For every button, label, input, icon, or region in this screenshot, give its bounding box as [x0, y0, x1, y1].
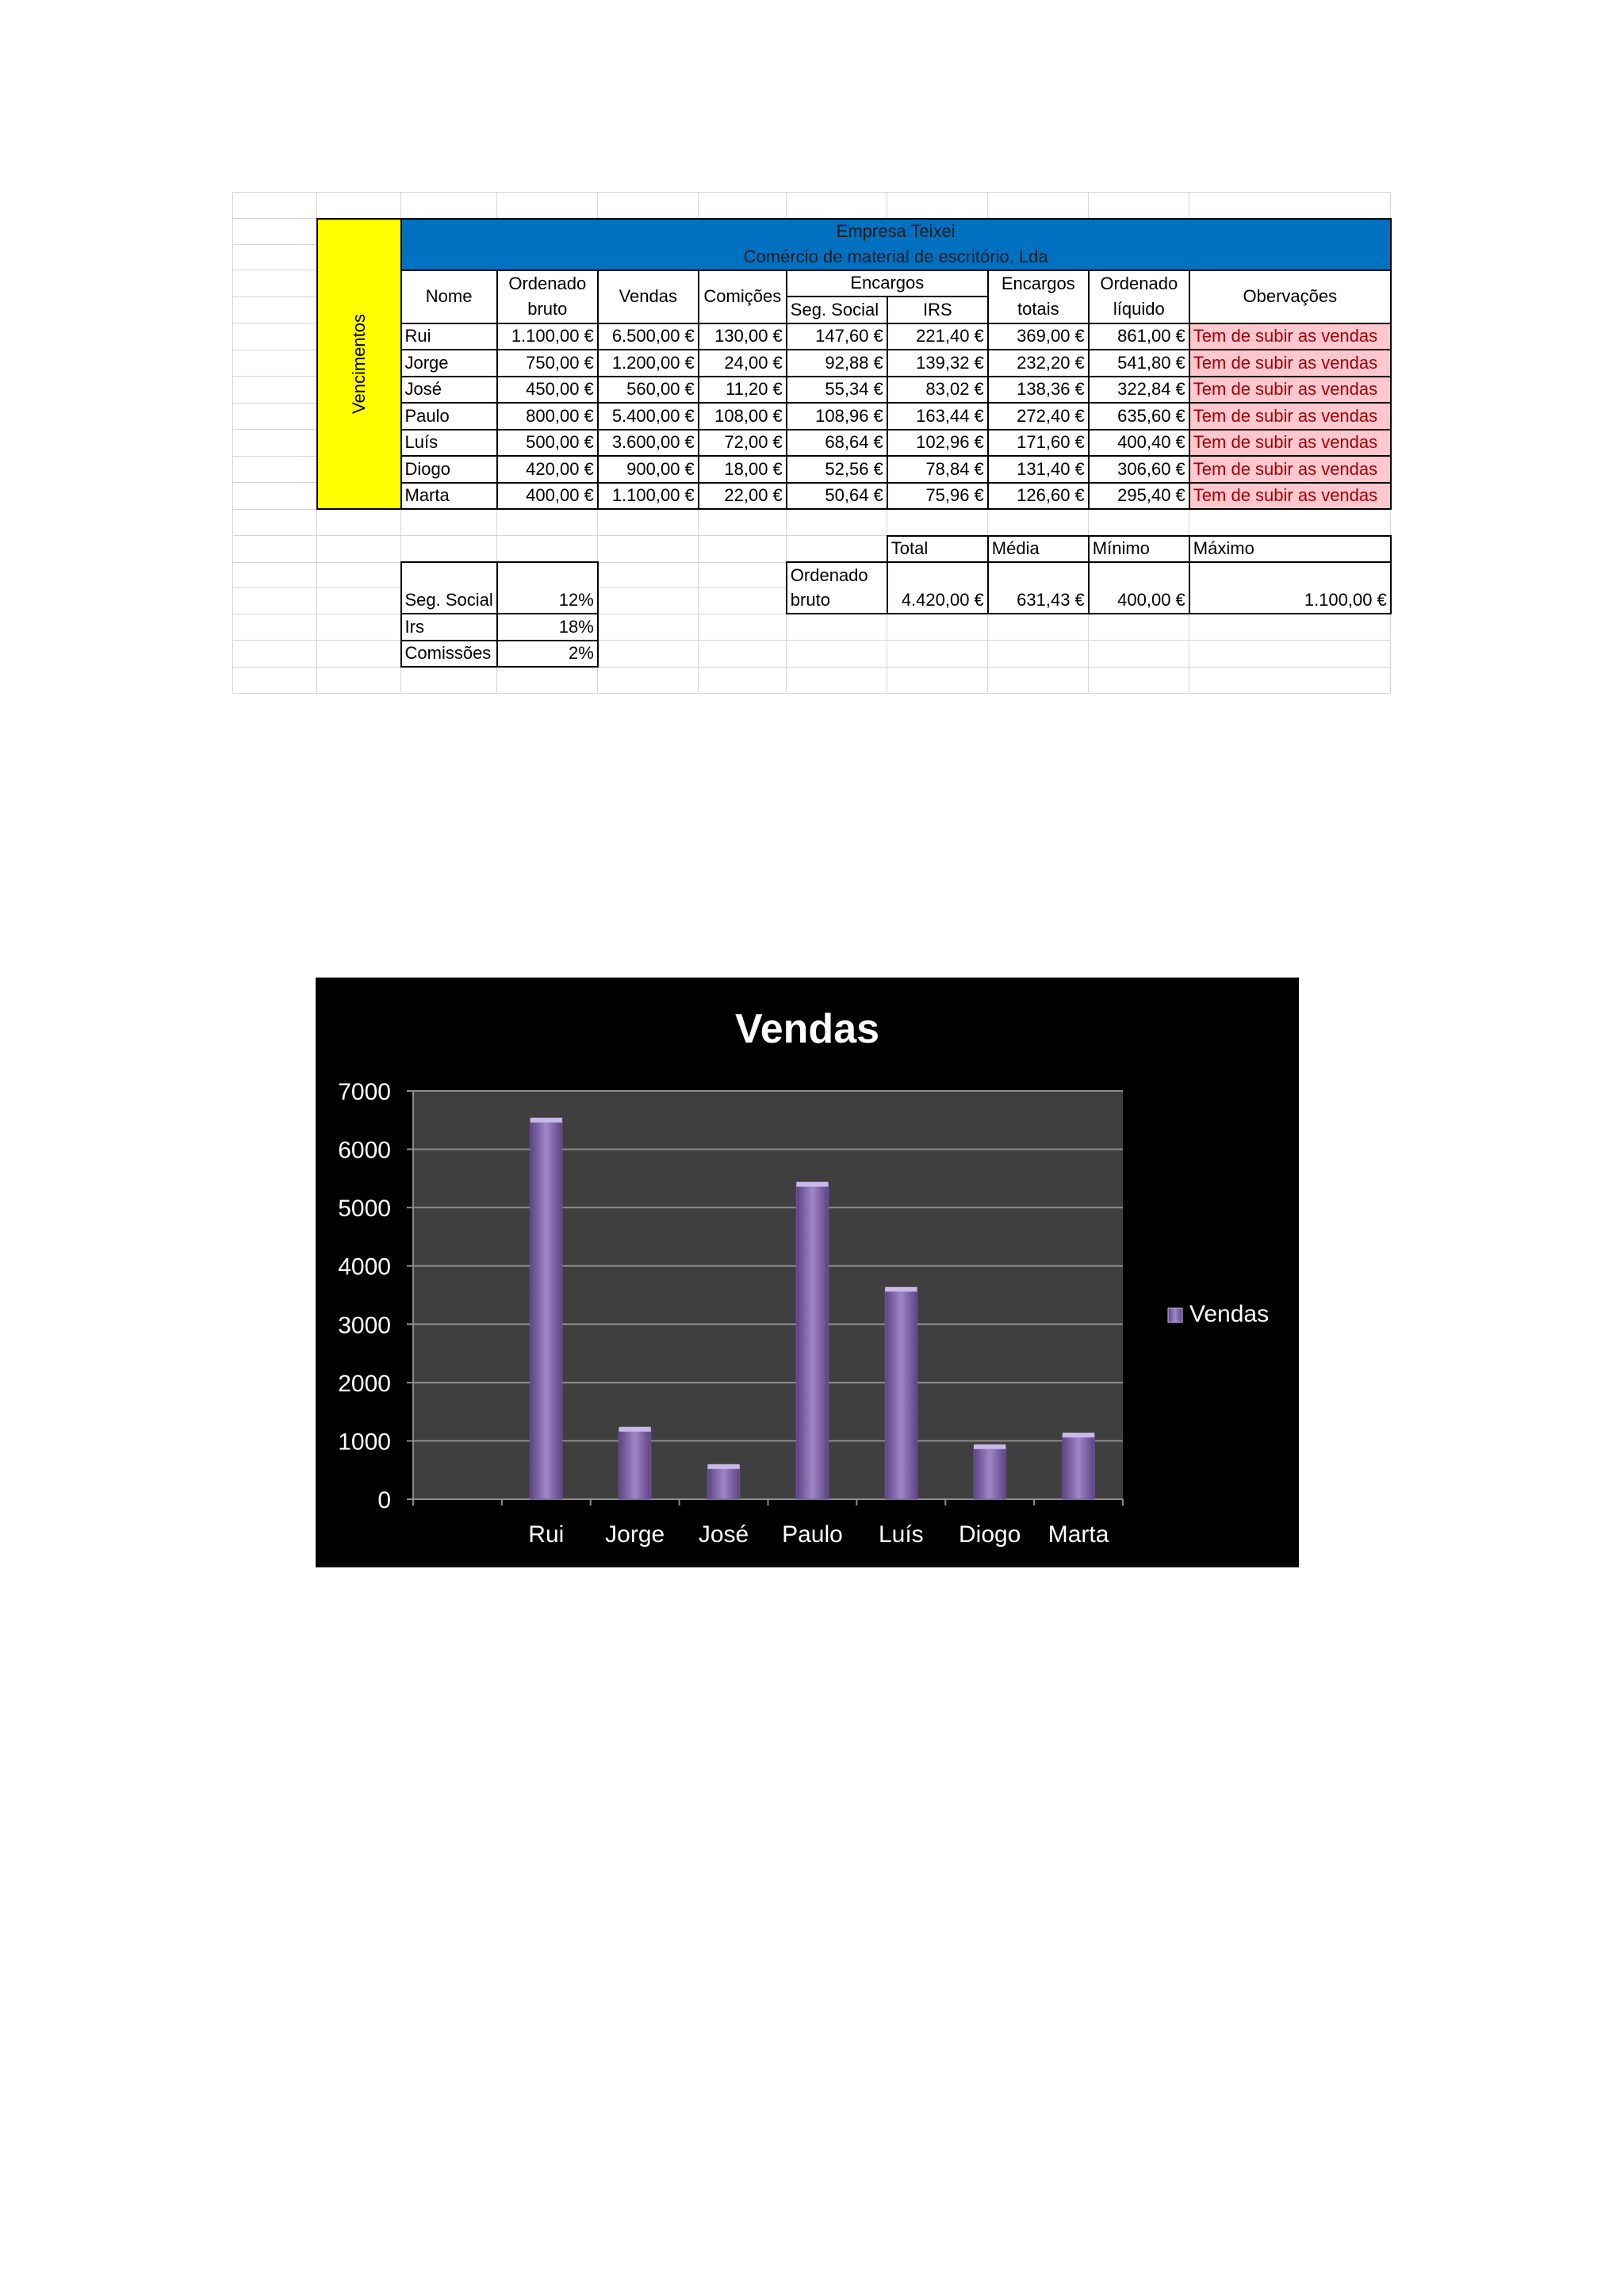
cell-nome[interactable]: Luís [401, 430, 497, 457]
x-tick-label: Luís [878, 1521, 924, 1548]
header-ordenado-liquido-2[interactable]: líquido [1089, 297, 1189, 323]
stats-minimo-value[interactable]: 400,00 € [1089, 588, 1189, 614]
x-tick-label: Jorge [605, 1521, 665, 1548]
y-tick-label: 7000 [338, 1079, 391, 1105]
table-row [233, 377, 1391, 404]
cell-ordenado-liquido[interactable]: 635,60 € [1089, 403, 1189, 430]
chart-title: Vendas [734, 1006, 880, 1052]
cell-observacao[interactable]: Tem de subir as vendas [1189, 323, 1391, 350]
cell-observacao[interactable]: Tem de subir as vendas [1189, 456, 1391, 483]
cell-comicoes[interactable]: 18,00 € [699, 456, 787, 483]
cell-bruto[interactable]: 800,00 € [497, 403, 598, 430]
cell-nome[interactable]: José [401, 377, 497, 404]
cell-seg-social[interactable]: 52,56 € [787, 456, 887, 483]
bar [619, 1429, 651, 1499]
y-tick-label: 3000 [338, 1312, 391, 1339]
stats-maximo-label[interactable]: Máximo [1189, 536, 1391, 563]
cell-nome[interactable]: Paulo [401, 403, 497, 430]
bar-top [974, 1445, 1005, 1449]
x-tick-label: Diogo [958, 1521, 1021, 1548]
bar-top [885, 1287, 917, 1292]
bar [885, 1289, 917, 1499]
stats-row-label-1[interactable]: Ordenado [787, 562, 887, 588]
cell-encargos-totais[interactable]: 126,60 € [988, 483, 1089, 510]
header-irs[interactable]: IRS [887, 297, 988, 323]
cell-encargos-totais[interactable]: 138,36 € [988, 377, 1089, 404]
company-name[interactable]: Empresa Teixei [401, 219, 1391, 245]
cell-vendas[interactable]: 5.400,00 € [598, 403, 699, 430]
cell-irs[interactable]: 139,32 € [887, 350, 988, 377]
cell-ordenado-liquido[interactable]: 861,00 € [1089, 323, 1189, 350]
cell-seg-social[interactable]: 50,64 € [787, 483, 887, 510]
table-row [233, 483, 1391, 510]
y-tick-label: 5000 [338, 1196, 391, 1223]
vencimentos-label-cell[interactable] [317, 219, 401, 510]
y-tick-label: 2000 [338, 1370, 391, 1397]
cell-ordenado-liquido[interactable]: 322,84 € [1089, 377, 1189, 404]
legend-label: Vendas [1189, 1301, 1270, 1327]
cell-seg-social[interactable]: 55,34 € [787, 377, 887, 404]
cell-encargos-totais[interactable]: 369,00 € [988, 323, 1089, 350]
cell-bruto[interactable]: 450,00 € [497, 377, 598, 404]
header-seg-social[interactable]: Seg. Social [787, 297, 887, 323]
stats-minimo-label[interactable]: Mínimo [1089, 536, 1189, 563]
cell-irs[interactable]: 221,40 € [887, 323, 988, 350]
header-ordenado-bruto-2[interactable]: bruto [497, 297, 598, 323]
cell-comicoes[interactable]: 108,00 € [699, 403, 787, 430]
cell-irs[interactable]: 75,96 € [887, 483, 988, 510]
plot-area [338, 1079, 1123, 1548]
bar-top [707, 1464, 739, 1469]
header-encargos-totais-2[interactable]: totais [988, 297, 1089, 323]
x-tick-label: Paulo [782, 1521, 843, 1548]
cell-nome[interactable]: Rui [401, 323, 497, 350]
cell-seg-social[interactable]: 147,60 € [787, 323, 887, 350]
cell-comicoes[interactable]: 72,00 € [699, 430, 787, 457]
x-tick-label: Rui [528, 1521, 565, 1548]
spreadsheet [232, 192, 1392, 694]
y-tick-label: 1000 [338, 1429, 391, 1456]
y-tick-label: 4000 [338, 1253, 391, 1280]
rate-value[interactable]: 12% [497, 588, 598, 614]
header-encargos-totais-1[interactable]: Encargos [988, 270, 1089, 297]
cell-comicoes[interactable]: 130,00 € [699, 323, 787, 350]
cell-vendas[interactable]: 900,00 € [598, 456, 699, 483]
cell-irs[interactable]: 163,44 € [887, 403, 988, 430]
y-tick-label: 6000 [338, 1137, 391, 1164]
table-row [233, 456, 1391, 483]
x-tick-label: José [698, 1521, 749, 1548]
bar [974, 1447, 1005, 1499]
cell-encargos-totais[interactable]: 272,40 € [988, 403, 1089, 430]
table-row [233, 350, 1391, 377]
stats-total-value[interactable]: 4.420,00 € [887, 588, 988, 614]
rate-value[interactable]: 2% [497, 641, 598, 668]
header-observacoes[interactable]: Obervações [1189, 270, 1391, 323]
stats-media-label[interactable]: Média [988, 536, 1089, 563]
cell-nome[interactable]: Jorge [401, 350, 497, 377]
cell-comicoes[interactable]: 11,20 € [699, 377, 787, 404]
table-row [233, 430, 1391, 457]
bar [1063, 1435, 1094, 1499]
stats-maximo-value[interactable]: 1.100,00 € [1189, 588, 1391, 614]
cell-irs[interactable]: 78,84 € [887, 456, 988, 483]
plot-background [413, 1091, 1123, 1499]
stats-row-label-2[interactable]: bruto [787, 588, 887, 614]
y-tick-label: 0 [377, 1487, 391, 1513]
cell-vendas[interactable]: 1.200,00 € [598, 350, 699, 377]
cell-ordenado-liquido[interactable]: 306,60 € [1089, 456, 1189, 483]
header-nome[interactable]: Nome [401, 270, 497, 323]
bar [530, 1120, 562, 1499]
cell-observacao[interactable]: Tem de subir as vendas [1189, 430, 1391, 457]
sales-chart[interactable] [316, 978, 1299, 1567]
cell-seg-social[interactable]: 108,96 € [787, 403, 887, 430]
cell-bruto[interactable]: 1.100,00 € [497, 323, 598, 350]
cell-bruto[interactable]: 750,00 € [497, 350, 598, 377]
cell-bruto[interactable]: 400,00 € [497, 483, 598, 510]
bar-top [796, 1182, 828, 1187]
cell-nome[interactable]: Diogo [401, 456, 497, 483]
cell-ordenado-liquido[interactable]: 295,40 € [1089, 483, 1189, 510]
bar-top [1063, 1433, 1094, 1437]
table-row [233, 403, 1391, 430]
legend-swatch [1168, 1308, 1182, 1322]
header-vendas[interactable]: Vendas [598, 270, 699, 323]
cell-observacao[interactable]: Tem de subir as vendas [1189, 377, 1391, 404]
company-subtitle[interactable]: Comércio de material de escritório, Lda [401, 244, 1391, 270]
cell-vendas[interactable]: 560,00 € [598, 377, 699, 404]
chart-legend[interactable] [1168, 1301, 1269, 1327]
x-tick-label: Marta [1048, 1521, 1109, 1548]
table-row [233, 323, 1391, 350]
cell-encargos-totais[interactable]: 131,40 € [988, 456, 1089, 483]
cell-bruto[interactable]: 500,00 € [497, 430, 598, 457]
cell-bruto[interactable]: 420,00 € [497, 456, 598, 483]
cell-vendas[interactable]: 6.500,00 € [598, 323, 699, 350]
vencimentos-label: Vencimentos [348, 313, 369, 414]
cell-encargos-totais[interactable]: 171,60 € [988, 430, 1089, 457]
cell-ordenado-liquido[interactable]: 541,80 € [1089, 350, 1189, 377]
cell-ordenado-liquido[interactable]: 400,40 € [1089, 430, 1189, 457]
cell-seg-social[interactable]: 92,88 € [787, 350, 887, 377]
header-ordenado-bruto-1[interactable]: Ordenado [497, 270, 598, 297]
cell-nome[interactable]: Marta [401, 483, 497, 510]
cell-comicoes[interactable]: 24,00 € [699, 350, 787, 377]
rate-value[interactable]: 18% [497, 614, 598, 641]
cell-comicoes[interactable]: 22,00 € [699, 483, 787, 510]
bar [796, 1184, 828, 1499]
stats-total-label[interactable]: Total [887, 536, 988, 563]
header-ordenado-liquido-1[interactable]: Ordenado [1089, 270, 1189, 297]
stats-media-value[interactable]: 631,43 € [988, 588, 1089, 614]
cell-encargos-totais[interactable]: 232,20 € [988, 350, 1089, 377]
chart-canvas [316, 978, 1299, 1567]
cell-irs[interactable]: 102,96 € [887, 430, 988, 457]
header-encargos[interactable]: Encargos [787, 270, 988, 297]
bar-top [619, 1427, 651, 1432]
bar [707, 1467, 739, 1499]
rate-label[interactable]: Comissões [401, 641, 497, 668]
cell-observacao[interactable]: Tem de subir as vendas [1189, 350, 1391, 377]
rate-label[interactable]: Seg. Social [401, 588, 497, 614]
bar-top [530, 1118, 562, 1123]
cell-vendas[interactable]: 3.600,00 € [598, 430, 699, 457]
cell-irs[interactable]: 83,02 € [887, 377, 988, 404]
header-comicoes[interactable]: Comições [699, 270, 787, 323]
cell-observacao[interactable]: Tem de subir as vendas [1189, 403, 1391, 430]
cell-vendas[interactable]: 1.100,00 € [598, 483, 699, 510]
cell-seg-social[interactable]: 68,64 € [787, 430, 887, 457]
cell-observacao[interactable]: Tem de subir as vendas [1189, 483, 1391, 510]
rate-label[interactable]: Irs [401, 614, 497, 641]
